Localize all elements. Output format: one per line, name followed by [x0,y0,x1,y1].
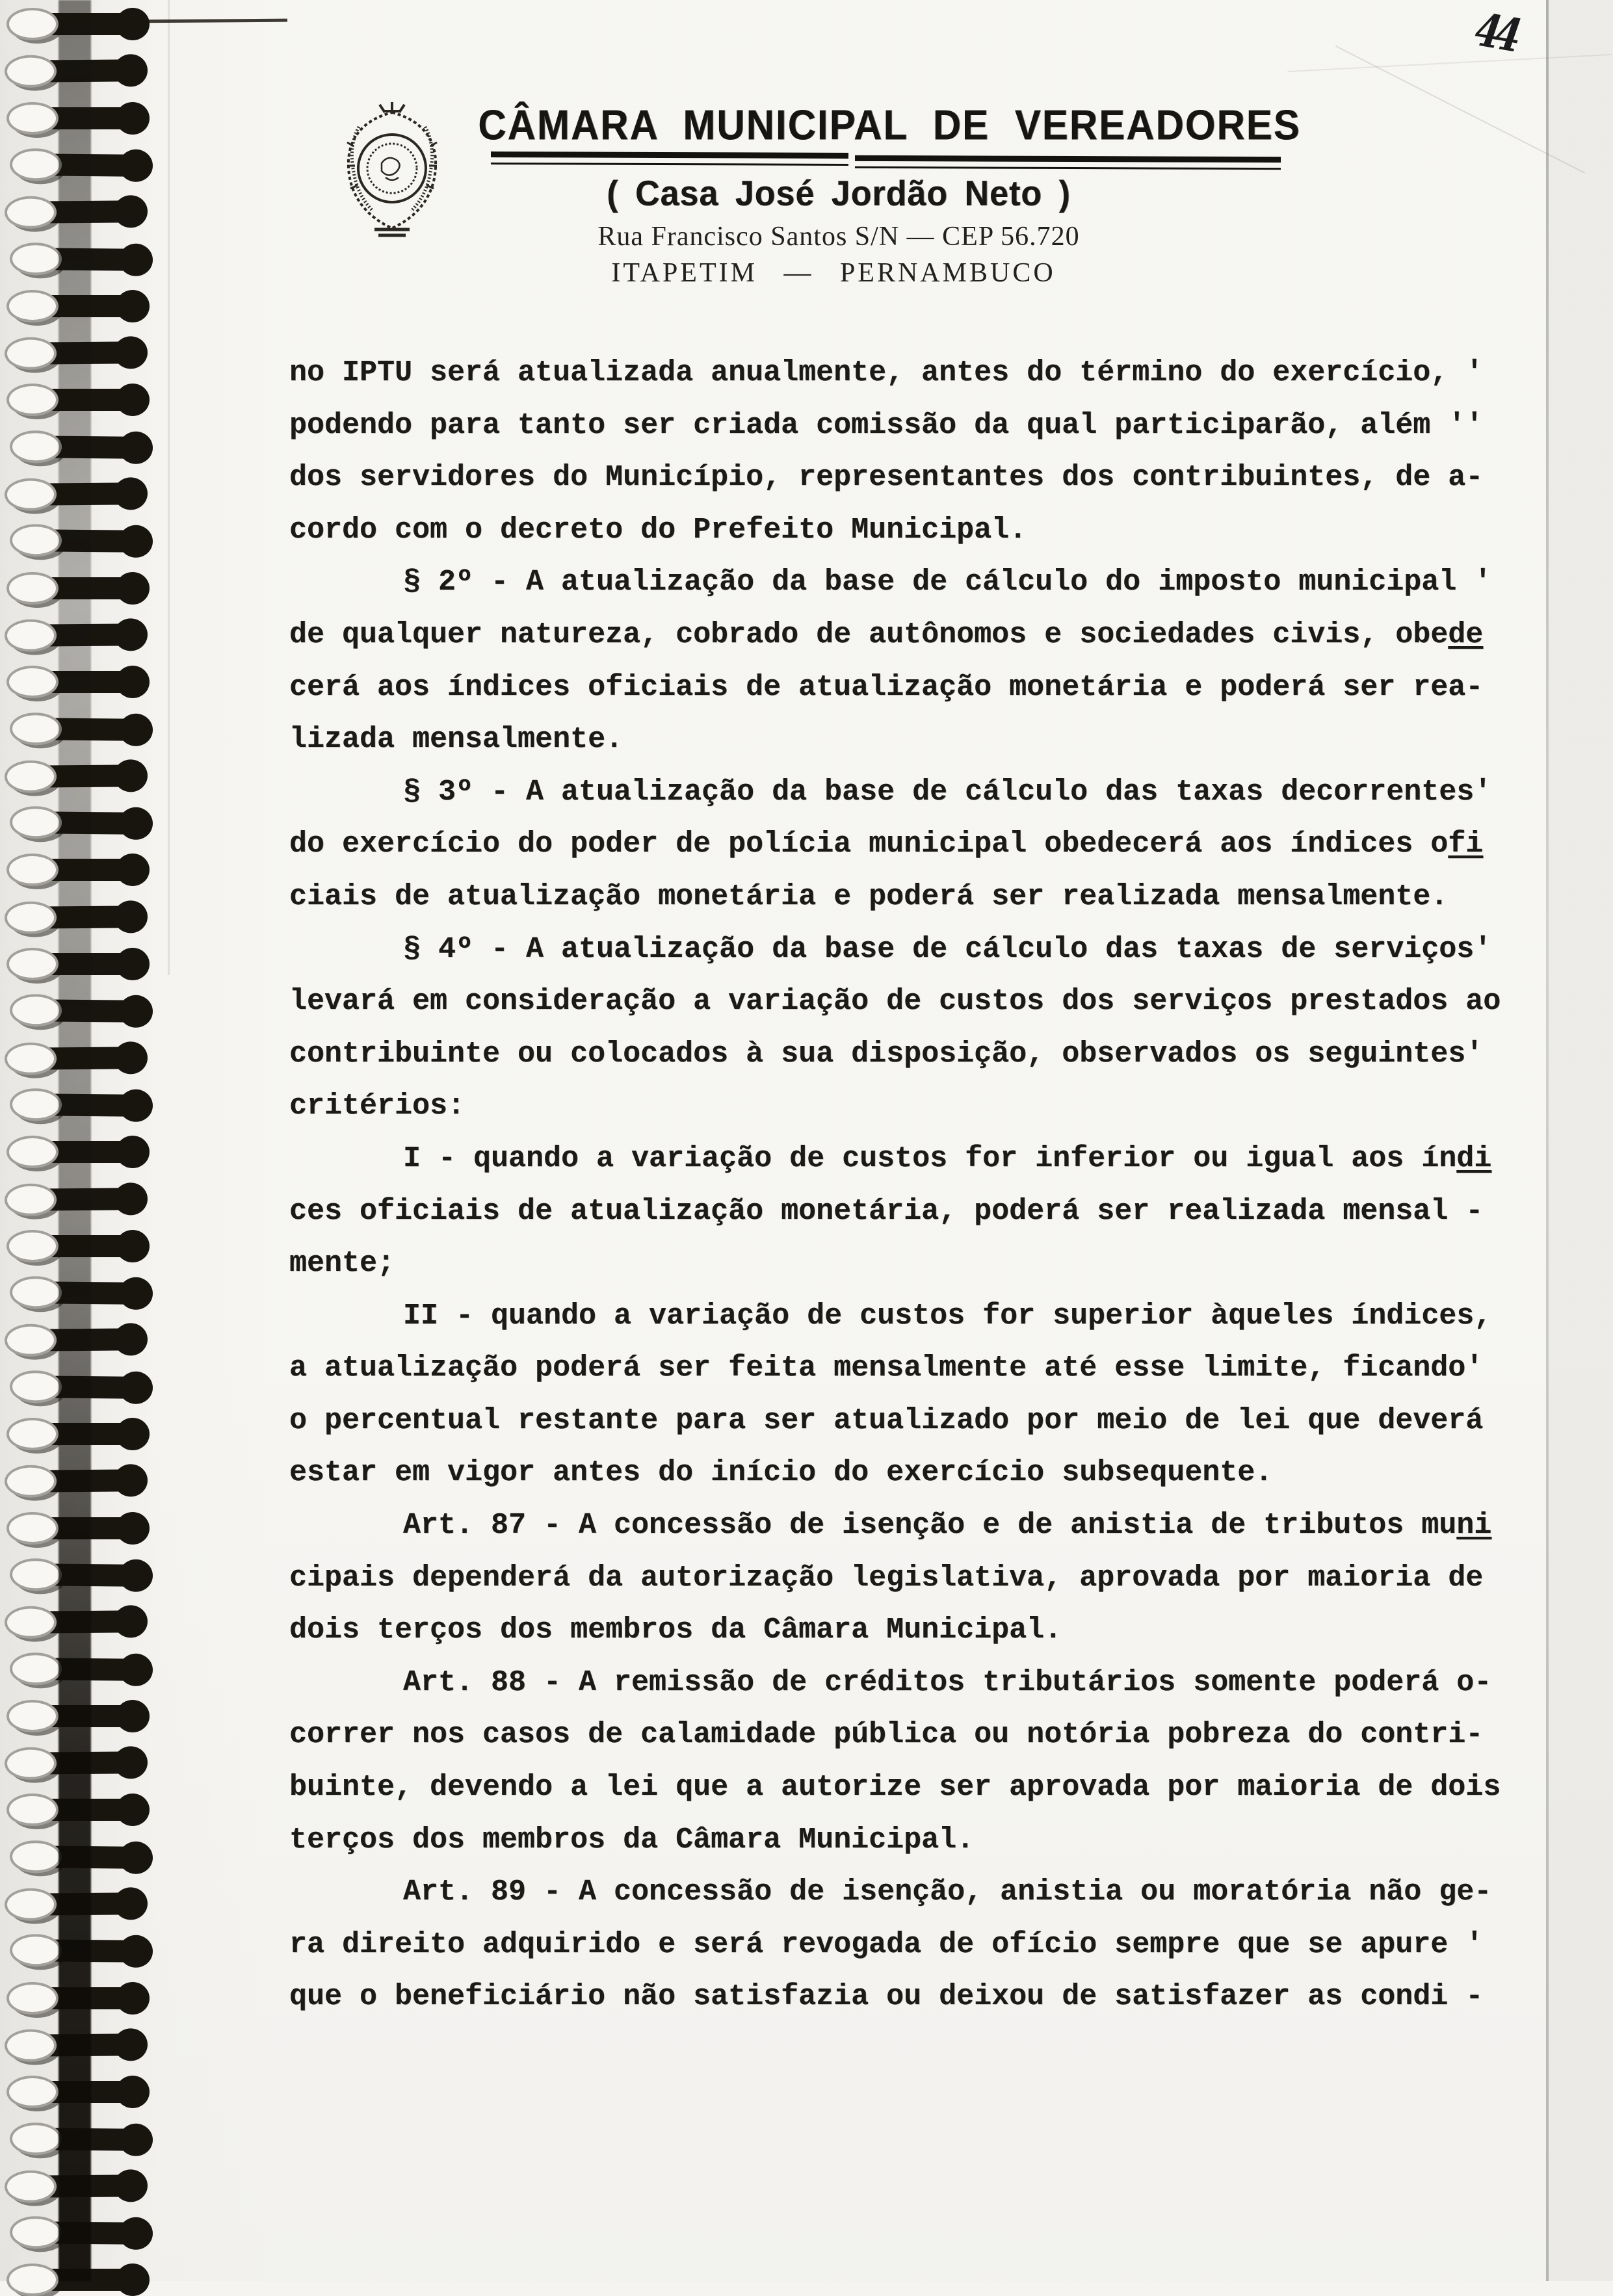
document-line: Art. 88 - A remissão de créditos tributários somente poderá o- [403,1665,1492,1699]
document-line: cerá aos índices oficiais de atualização monetária e poderá ser rea- [289,670,1484,704]
document-line: dois terços dos membros da Câmara Municipal. [289,1613,1062,1647]
document-line: levará em consideração a variação de custos dos serviços prestados ao [289,985,1501,1019]
document-line: lizada mensalmente. [289,723,623,757]
document-line: § 3º - A atualização da base de cálculo das taxas decorrentes' [403,775,1492,809]
org-subtitle: ( Casa José Jordão Neto ) [607,174,1071,214]
page-edge-margin [1549,0,1613,2281]
title-rule [491,151,848,166]
document-line: mente; [289,1247,395,1281]
document-line: ciais de atualização monetária e poderá ser realizada mensalmente. [289,880,1449,913]
document-line: o percentual restante para ser atualizado por meio de lei que deverá [289,1403,1484,1437]
document-line: dos servidores do Município, representantes dos contribuintes, de a- [289,461,1484,495]
binding-shadow-streak [59,0,91,2281]
document-line: do exercício do poder de polícia municipal obedecerá aos índices ofi [289,828,1484,861]
spiral-binding [0,0,163,2281]
document-line: contribuinte ou colocados à sua disposição, observados os seguintes' [289,1037,1484,1071]
document-line: § 4º - A atualização da base de cálculo das taxas de serviços' [403,932,1492,966]
document-line: terços dos membros da Câmara Municipal. [289,1823,975,1857]
document-line: buinte, devendo a lei que a autorize ser aprovada por maioria de dois [289,1771,1501,1805]
document-line: § 2º - A atualização da base de cálculo do imposto municipal ' [403,566,1492,599]
document-line: critérios: [289,1089,466,1123]
document-body [289,347,1512,2024]
document-line: ra direito adquirido e será revogada de ofício sempre que se apure ' [289,1927,1484,1961]
org-title: CÂMARA MUNICIPAL DE VEREADORES [478,101,1301,149]
org-city-line: ITAPETIM — PERNAMBUCO [611,258,1056,288]
org-address: Rua Francisco Santos S/N — CEP 56.720 [597,222,1080,252]
document-line: cipais dependerá da autorização legislativa, aprovada por maioria de [289,1561,1484,1595]
coat-of-arms-logo [320,101,464,241]
document-line: estar em vigor antes do início do exercício subsequente. [289,1456,1273,1490]
title-rule [855,155,1281,170]
document-line: I - quando a variação de custos for inferior ou igual aos índi [403,1141,1492,1175]
document-line: II - quando a variação de custos for superior àqueles índices, [403,1299,1492,1333]
document-line: ces oficiais de atualização monetária, poderá ser realizada mensal - [289,1194,1484,1228]
document-line: correr nos casos de calamidade pública ou notória pobreza do contri- [289,1718,1484,1752]
crease-line [168,0,170,975]
document-line: que o beneficiário não satisfazia ou deixou de satisfazer as condi - [289,1980,1484,2014]
document-line: Art. 87 - A concessão de isenção e de anistia de tributos muni [403,1509,1492,1543]
handwritten-page-number: 44 [1471,2,1521,62]
page-edge-line [1546,0,1549,2281]
document-line: no IPTU será atualizada anualmente, antes do término do exercício, ' [289,356,1484,389]
document-line: cordo com o decreto do Prefeito Municipal. [289,513,1027,547]
document-line: de qualquer natureza, cobrado de autônomos e sociedades civis, obede [289,618,1484,651]
document-line: podendo para tanto ser criada comissão da qual participarão, além '' [289,408,1484,442]
document-line: a atualização poderá ser feita mensalmente até esse limite, ficando' [289,1351,1484,1385]
document-line: Art. 89 - A concessão de isenção, anistia ou moratória não ge- [403,1875,1492,1909]
